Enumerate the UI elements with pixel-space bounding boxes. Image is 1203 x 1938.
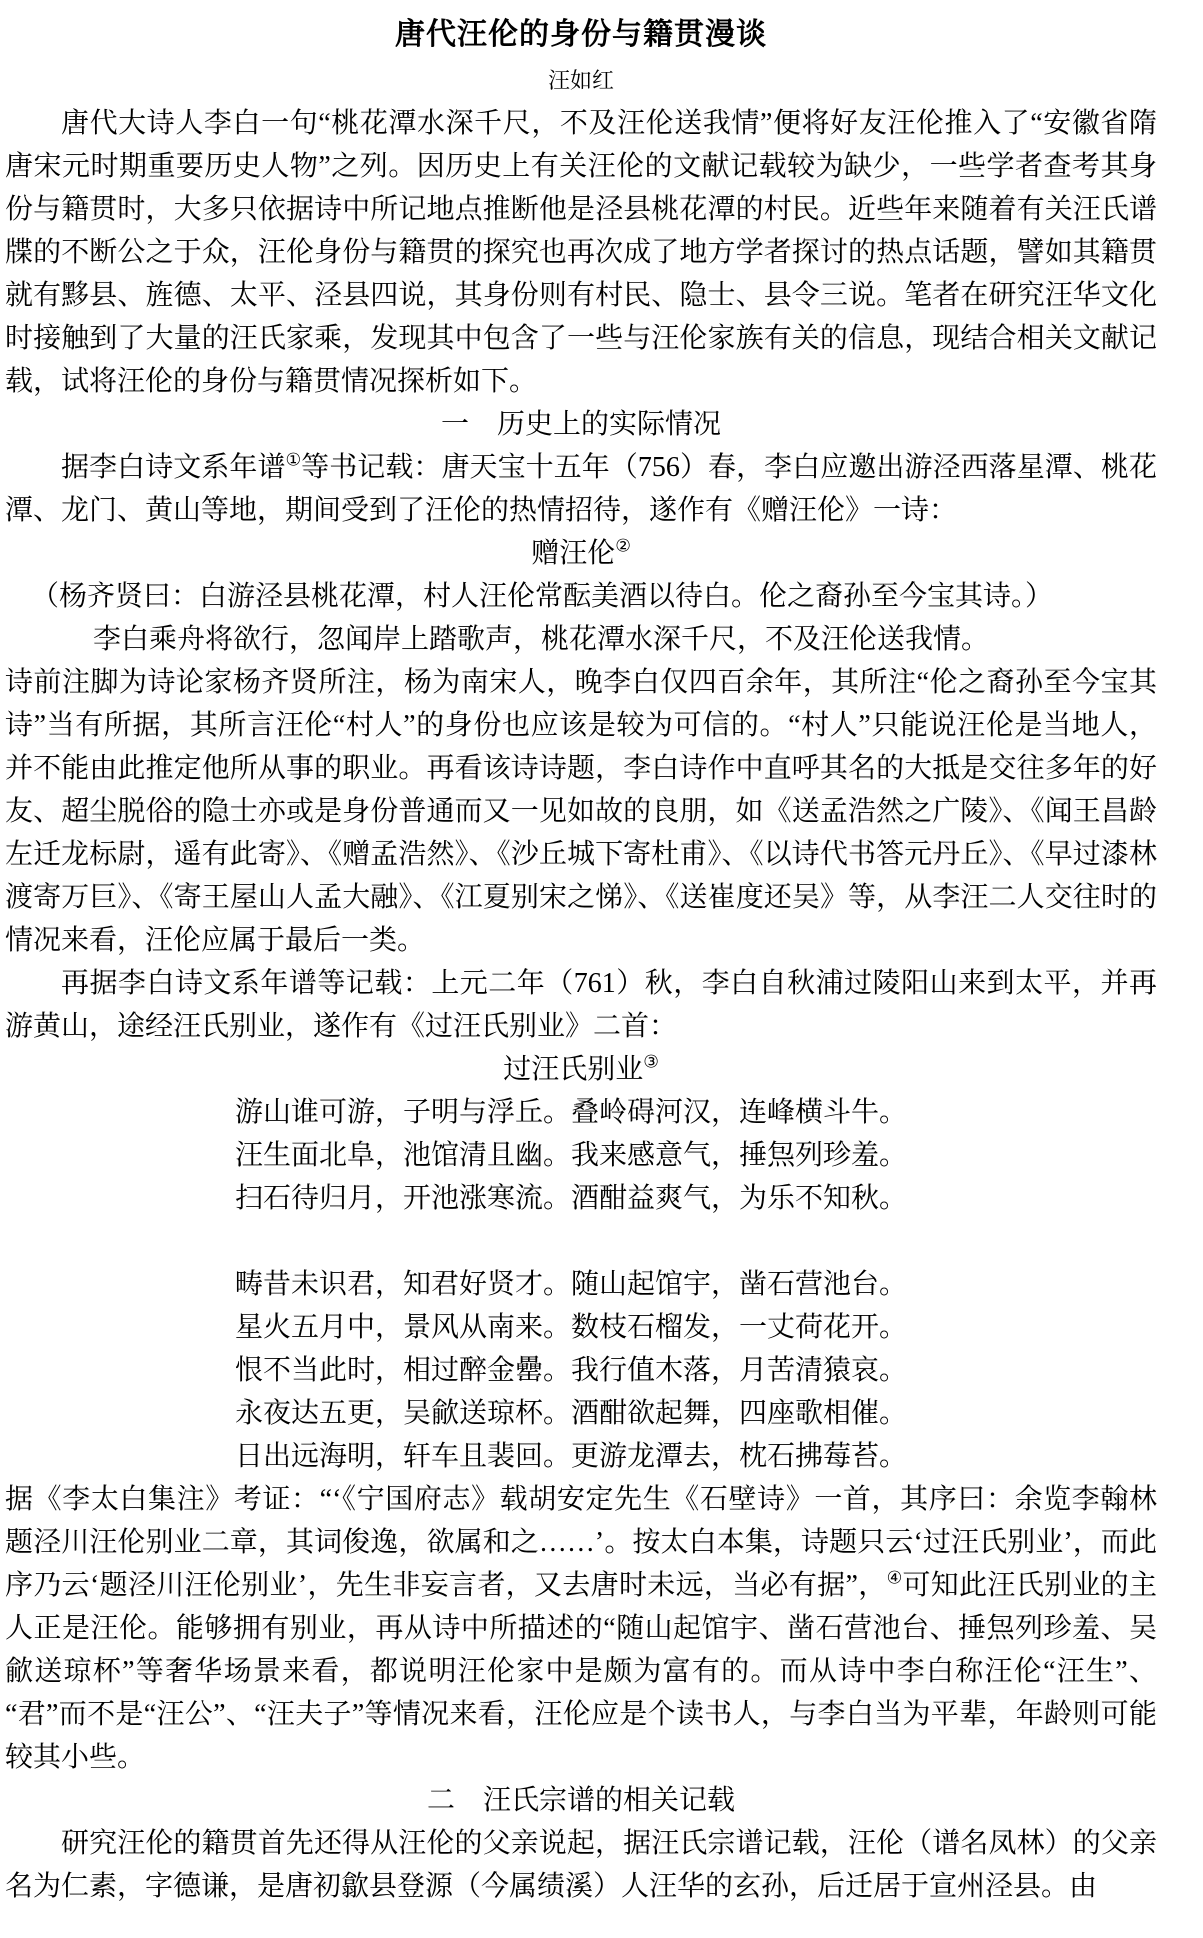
poem-line: 畴昔未识君，知君好贤才。随山起馆宇，凿石营池台。 [235, 1269, 908, 1300]
section-2-heading: 二 汪氏宗谱的相关记载 [426, 1785, 735, 1816]
footnote-marker: ④ [886, 1568, 903, 1588]
poem-title-zeng-wang-lun: 赠汪伦② [531, 536, 631, 569]
textual-research-paragraph: 据《李太白集注》考证：“‘《宁国府志》载胡安定先生《石壁诗》一首，其序曰：余览李翰林题泾川汪伦别业二章，其词俊逸，欲属和之……’。按太白本集，诗题只云‘过汪氏别业’，而此序乃云‘题泾川汪伦别业’，先生非妄言者，又去唐时未远，当必有据”，④可知此汪氏别业的主人正是汪伦。能够拥有别业，再从诗中所描述的“随山起馆宇、凿石营池台、捶炰列珍羞、吴歈送琼杯”等奢华场景来看，都说明汪伦家中是颇为富有的。而从诗中李白称汪伦“汪生”、“君”而不是“汪公”、“汪夫子”等情况来看，汪伦应是个读书人，与李白当为平辈，年龄则可能较其小些。 [5, 1484, 1157, 1773]
second-visit-paragraph: 再据李白诗文系年谱等记载：上元二年（761）秋，李白自秋浦过陵阳山来到太平，并再游黄山，途经汪氏别业，遂作有《过汪氏别业》二首： [5, 968, 1157, 1042]
genealogy-paragraph: 研究汪伦的籍贯首先还得从汪伦的父亲说起，据汪氏宗谱记载，汪伦（谱名凤林）的父亲名为仁素，字德谦，是唐初歙县登源（今属绩溪）人汪华的玄孙，后迁居于宣州泾县。由 [5, 1828, 1157, 1902]
first-visit-paragraph: 据李白诗文系年谱①等书记载：唐天宝十五年（756）春，李白应邀出游泾西落星潭、桃花潭、龙门、黄山等地，期间受到了汪伦的热情招待，遂作有《赠汪伦》一诗： [5, 450, 1157, 526]
footnote-marker: ① [285, 450, 302, 470]
poem-line: 扫石待归月，开池涨寒流。酒酣益爽气，为乐不知秋。 [235, 1183, 908, 1214]
doc-author: 汪如红 [547, 68, 614, 93]
footnote-marker: ② [615, 536, 631, 556]
poem-line: 游山谁可游，子明与浮丘。叠岭碍河汉，连峰横斗牛。 [235, 1097, 908, 1128]
poem-line: 汪生面北阜，池馆清且幽。我来感意气，捶炰列珍羞。 [235, 1140, 908, 1171]
annotation-analysis-paragraph: 诗前注脚为诗论家杨齐贤所注，杨为南宋人，晚李白仅四百余年，其所注“伦之裔孙至今宝其诗”当有所据，其所言汪伦“村人”的身份也应该是较为可信的。“村人”只能说汪伦是当地人，并不能由此推定他所从事的职业。再看该诗诗题，李白诗作中直呼其名的大抵是交往多年的好友、超尘脱俗的隐士亦或是身份普通而又一见如故的良朋，如《送孟浩然之广陵》、《闻王昌龄左迁龙标尉，遥有此寄》、《赠孟浩然》、《沙丘城下寄杜甫》、《以诗代书答元丹丘》、《早过漆林渡寄万巨》、《寄王屋山人孟大融》、《江夏别宋之悌》、《送崔度还吴》等，从李汪二人交往时的情况来看，汪伦应属于最后一类。 [5, 667, 1157, 956]
doc-body [5, 102, 1157, 1908]
poem-line: 永夜达五更，吴歈送琼杯。酒酣欲起舞，四座歌相催。 [235, 1398, 908, 1429]
poem-title-guo-wang-shi-bie-ye: 过汪氏别业③ [503, 1052, 659, 1085]
poem-stanza-2 [5, 1263, 1157, 1478]
poem-line: 星火五月中，景风从南来。数枝石榴发，一丈荷花开。 [235, 1312, 908, 1343]
zeng-wang-lun-verse: 李白乘舟将欲行，忽闻岸上踏歌声，桃花潭水深千尺，不及汪伦送我情。 [93, 624, 990, 655]
yang-qixian-annotation: （杨齐贤曰：白游泾县桃花潭，村人汪伦常酝美酒以待白。伦之裔孙至今宝其诗。） [31, 581, 1054, 612]
footnote-marker: ③ [643, 1052, 659, 1072]
poem-line: 日出远海明，轩车且裴回。更游龙潭去，枕石拂莓苔。 [235, 1441, 908, 1472]
section-1-heading: 一 历史上的实际情况 [440, 409, 721, 440]
poem-stanza-1 [5, 1091, 1157, 1220]
intro-paragraph: 唐代大诗人李白一句“桃花潭水深千尺，不及汪伦送我情”便将好友汪伦推入了“安徽省隋唐宋元时期重要历史人物”之列。因历史上有关汪伦的文献记载较为缺少，一些学者查考其身份与籍贯时，大多只依据诗中所记地点推断他是泾县桃花潭的村民。近些年来随着有关汪氏谱牒的不断公之于众，汪伦身份与籍贯的探究也再次成了地方学者探讨的热点话题，譬如其籍贯就有黟县、旌德、太平、泾县四说，其身份则有村民、隐士、县令三说。笔者在研究汪华文化时接触到了大量的汪氏家乘，发现其中包含了一些与汪伦家族有关的信息，现结合相关文献记载，试将汪伦的身份与籍贯情况探析如下。 [5, 108, 1157, 397]
doc-title: 唐代汪伦的身份与籍贯漫谈 [395, 18, 767, 51]
poem-line: 恨不当此时，相过醉金罍。我行值木落，月苦清猿哀。 [235, 1355, 908, 1386]
